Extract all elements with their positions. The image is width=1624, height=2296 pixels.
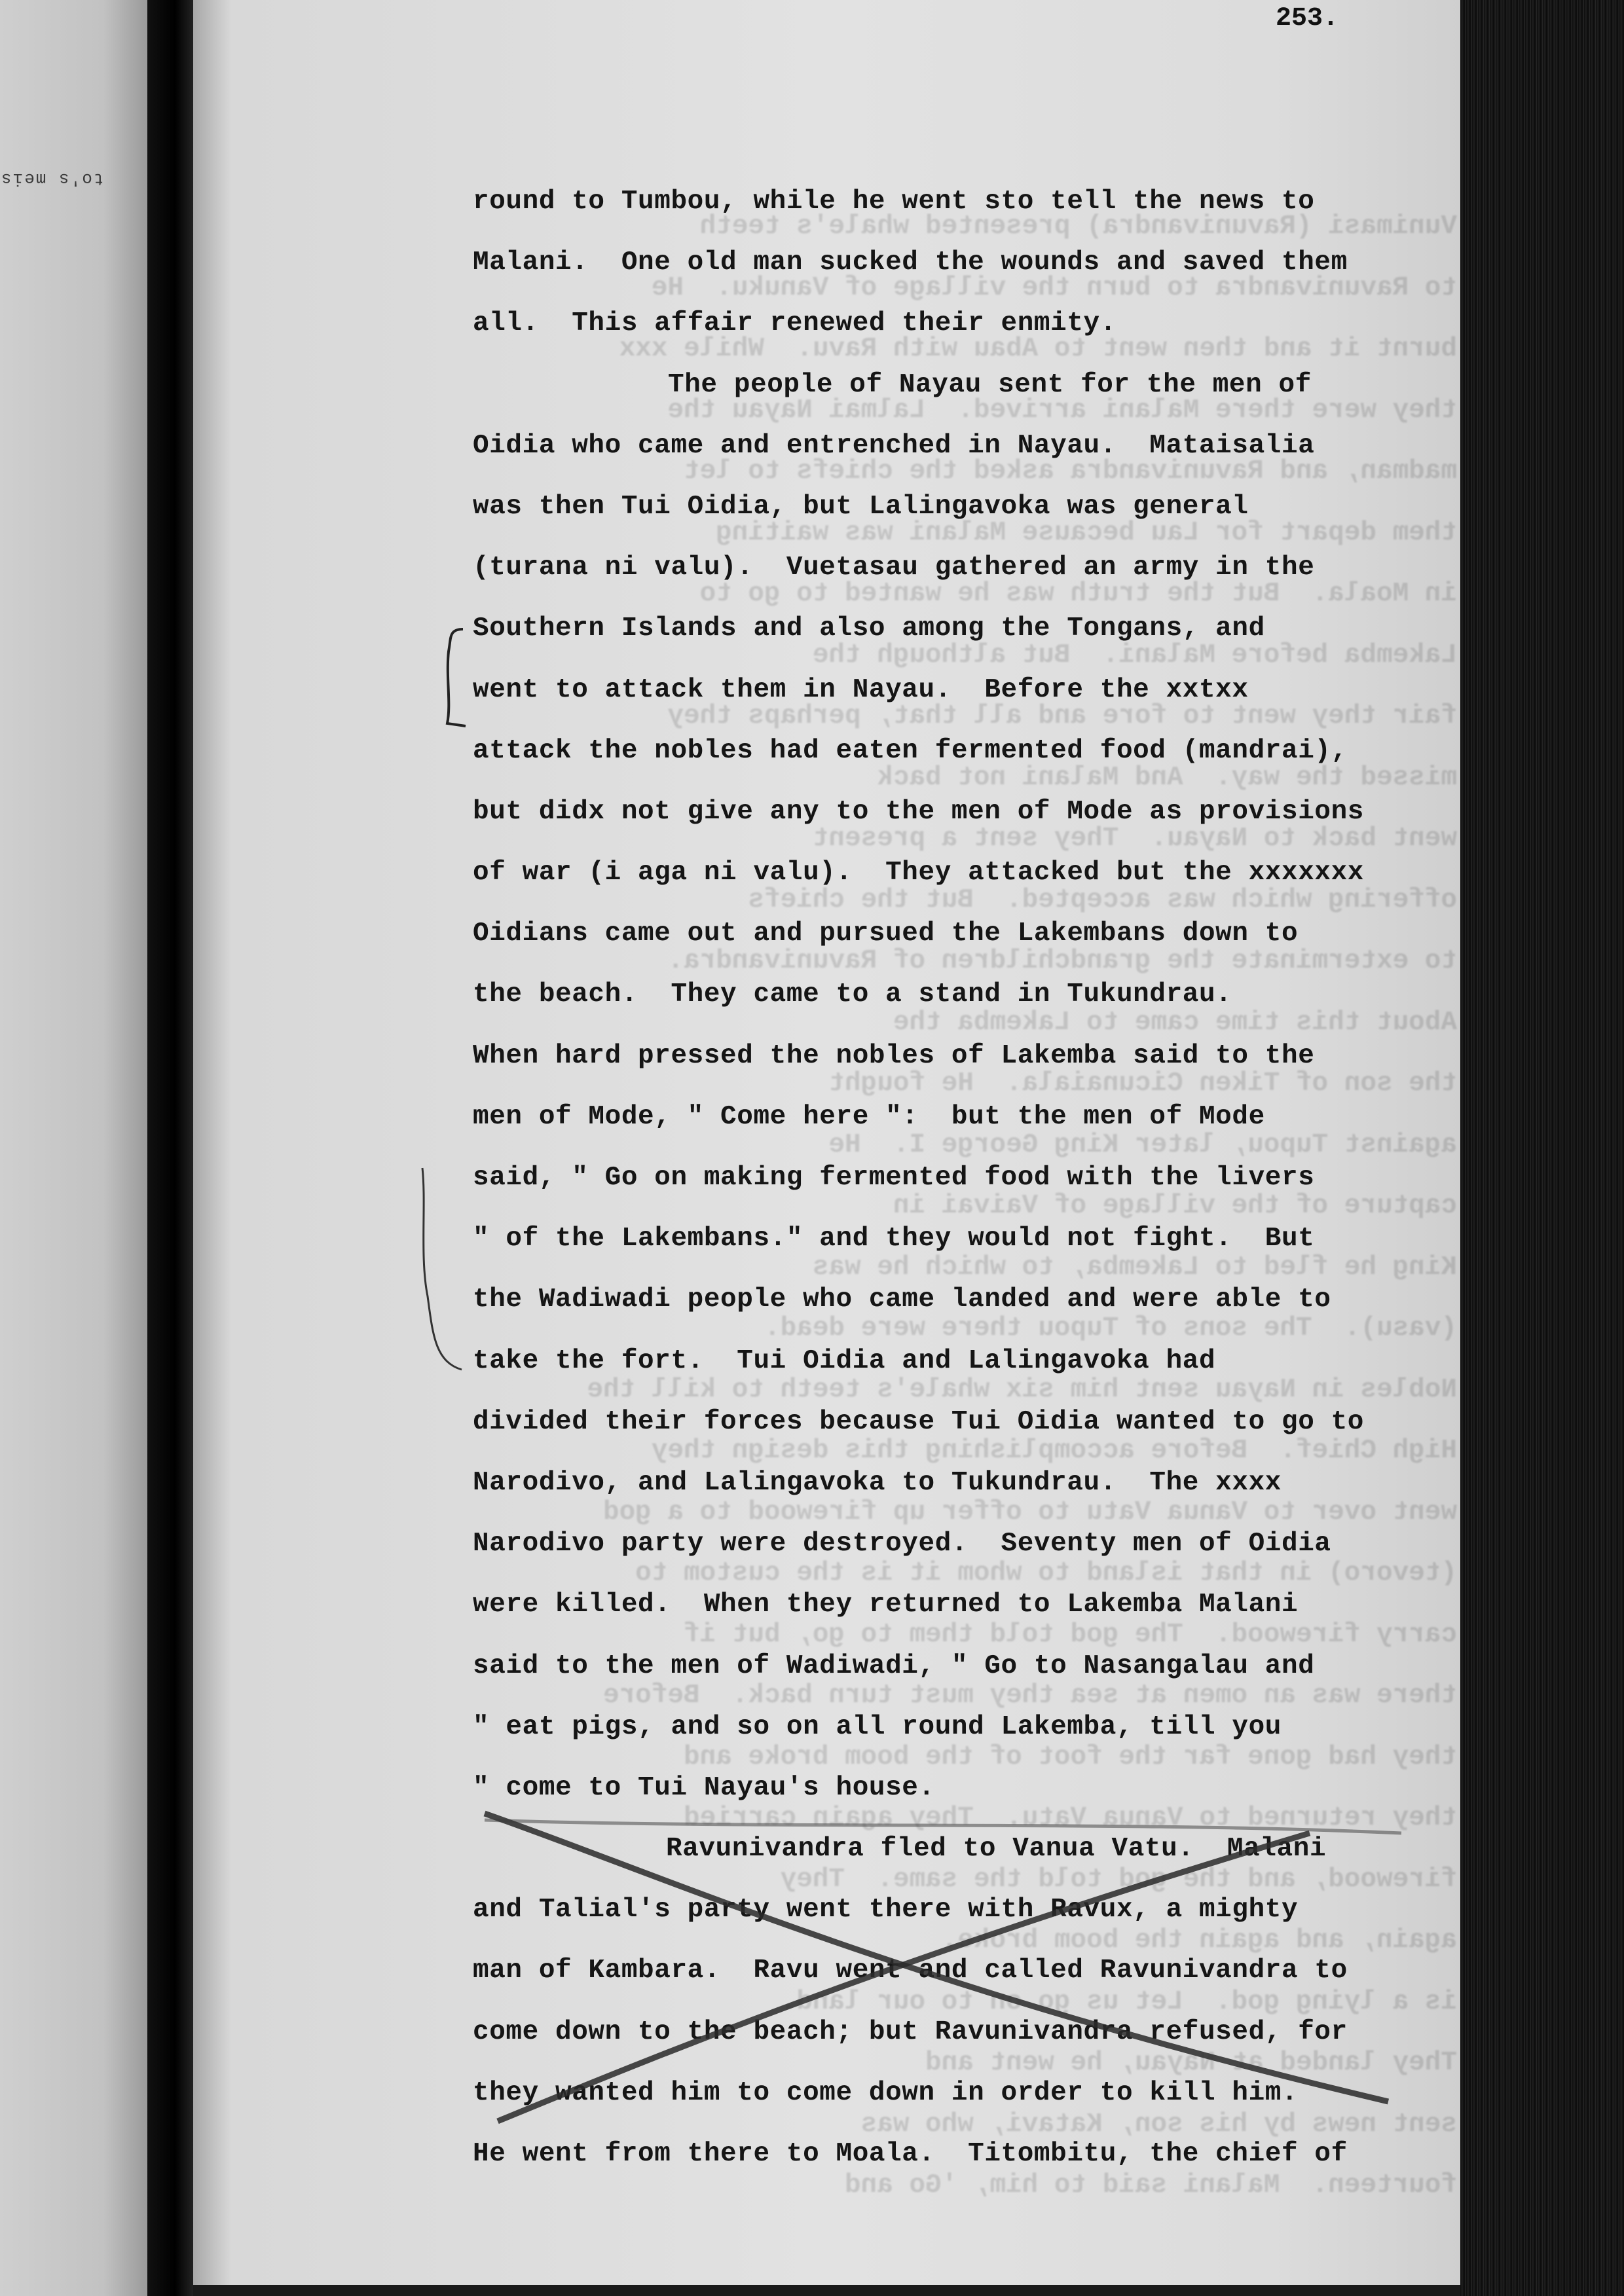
bleed-through-line: them depart for Lau because Malani was waiting: [716, 517, 1457, 548]
bleed-through-line: is a lying god. Let us go on to our land.: [780, 1986, 1457, 2017]
bleed-through-line: missed the way. And Malani not back: [877, 762, 1457, 793]
bleed-through-line: again, and again the boom broke.: [941, 1925, 1457, 1956]
text-line: said, " Go on making fermented food with the livers: [473, 1163, 1315, 1193]
text-line: man of Kambara. Ravu went and called Ravunivandra to: [473, 1956, 1348, 1986]
bleed-through-line: carry firewood. The god told them to go, but if: [684, 1619, 1457, 1650]
text-line: but didx not give any to the men of Mode as provisions: [473, 796, 1365, 827]
bleed-through-line: About this time came to Lakemba the: [893, 1007, 1457, 1038]
text-line: went to attack them in Nayau. Before the xxtxx: [473, 674, 1249, 705]
text-line: was then Tui Oidia, but Lalingavoka was general: [473, 491, 1249, 522]
text-line: said to the men of Wadiwadi, " Go to Nasangalau and: [473, 1650, 1315, 1681]
text-line: When hard pressed the nobles of Lakemba said to the: [473, 1040, 1315, 1071]
text-line: the beach. They came to a stand in Tukundrau.: [473, 979, 1232, 1010]
text-line: were killed. When they returned to Lakemba Malani: [473, 1590, 1299, 1620]
text-line: He went from there to Moala. Titombitu, the chief of: [473, 2139, 1348, 2169]
cross-out-mark: [458, 1794, 1414, 2134]
bleed-through-line: to Ravunivandra to burn the village of Vanuku. He: [651, 272, 1457, 303]
text-line: Oidians came out and pursued the Lakembans down to: [473, 919, 1299, 949]
bleed-through-line: against Tupou, later King George I. He: [828, 1129, 1457, 1160]
bleed-through-line: went over to Vanua Vatu to offer up firewood to a god: [602, 1497, 1457, 1527]
bleed-through-line: offering which was accepted. But the chiefs: [748, 884, 1457, 915]
margin-bracket-mark: [416, 1165, 468, 1375]
text-line: Malani. One old man sucked the wounds and saved them: [473, 247, 1348, 278]
text-line: they wanted him to come down in order to kill him.: [473, 2077, 1299, 2108]
bleed-through-line: Nobles in Nayau sent him six whale's teeth to kill the: [587, 1374, 1457, 1405]
page-stack-edge: [1460, 0, 1624, 2296]
bleed-through-line: capture of the village of Vaivai in: [893, 1191, 1457, 1221]
text-line: " eat pigs, and so on all round Lakemba, till you: [473, 1711, 1282, 1742]
bleed-through-line: Vunimasi (Ravunivandra) presented whale's teeth: [699, 211, 1457, 242]
bleed-through-line: went back to Nayau. They sent a present: [812, 824, 1457, 854]
text-line: Ravunivandra fled to Vanua Vatu. Malani: [666, 1834, 1327, 1865]
margin-bracket-mark: [429, 625, 468, 730]
text-line: " come to Tui Nayau's house.: [473, 1772, 935, 1803]
text-line: Southern Islands and also among the Tongans, and: [473, 613, 1265, 644]
bleed-through-line: firewood, and the god told the same. They: [780, 1864, 1457, 1895]
bleed-through-line: High Chief. Before accomplishing this design they: [651, 1436, 1457, 1466]
bleed-through-line: madman, and Ravunivandra asked the chiefs to let: [684, 456, 1457, 486]
bleed-through-line: Lakemba before Malani. But although the: [812, 640, 1457, 670]
bleed-through-line: they were there Malani arrived. Lalmai Nayau the: [667, 395, 1457, 426]
text-line: come down to the beach; but Ravunivandra refused, for: [473, 2016, 1348, 2047]
text-line: The people of Nayau sent for the men of: [668, 369, 1312, 400]
bleed-through-line: they returned to Vanua Vatu. They again carried: [684, 1803, 1457, 1833]
bleed-through-line: they had gone far the foot of the boom broke and: [684, 1741, 1457, 1772]
bleed-through-line: fair they went to fore and all that, perhaps they: [667, 701, 1457, 731]
bleed-through-line: (tevoro) in that island to whom it is the custom to: [635, 1558, 1457, 1588]
left-page-edge-text: to's meis: [0, 169, 104, 189]
book-gutter: [147, 0, 193, 2296]
page-number: 253.: [1276, 4, 1339, 33]
text-line: " of the Lakembans." and they would not fight. But: [473, 1224, 1315, 1254]
bleed-through-line: burnt it and then went to Abau with Ravu. While xxx: [619, 334, 1457, 364]
text-line: attack the nobles had eaten fermented food (mandrai),: [473, 735, 1348, 766]
bleed-through-line: (vasu). The sons of Tupou there were dead.: [764, 1313, 1457, 1343]
text-line: Narodivo, and Lalingavoka to Tukundrau. The xxxx: [473, 1467, 1282, 1498]
text-line: the Wadiwadi people who came landed and were able to: [473, 1285, 1331, 1315]
text-line: and Talial's party went there with Ravux, a mighty: [473, 1895, 1299, 1925]
text-line: of war (i aga ni valu). They attacked but the xxxxxxx: [473, 858, 1365, 888]
text-line: Oidia who came and entrenched in Nayau. Mataisalia: [473, 430, 1315, 461]
bleed-through-line: sent news by his son, Katavi, who was: [860, 2109, 1457, 2140]
text-line: Narodivo party were destroyed. Seventy men of Oidia: [473, 1529, 1331, 1559]
bleed-through-line: They landed at Nayau, he went and: [925, 2048, 1457, 2078]
text-line: divided their forces because Tui Oidia wanted to go to: [473, 1406, 1365, 1437]
bleed-through-line: to exterminate the grandchildren of Ravunivandra.: [667, 946, 1457, 976]
bleed-through-line: King he fled to Lakemba, to which he was: [812, 1252, 1457, 1283]
text-line: men of Mode, " Come here ": but the men of Mode: [473, 1101, 1265, 1132]
left-facing-page: [0, 0, 147, 2296]
bleed-through-line: fourteen. Malani said to him, 'Go and: [845, 2170, 1457, 2200]
text-line: round to Tumbou, while he went sto tell the news to: [473, 187, 1315, 217]
text-line: (turana ni valu). Vuetasau gathered an army in the: [473, 553, 1315, 583]
text-line: all. This affair renewed their enmity.: [473, 308, 1116, 339]
text-line: take the fort. Tui Oidia and Lalingavoka had: [473, 1345, 1216, 1376]
bleed-through-line: the son of Tiken Cicunaiala. He fought: [828, 1068, 1457, 1099]
bleed-through-line: there was an omen at sea they must turn back. Before: [602, 1681, 1457, 1711]
bleed-through-line: in Moala. But the truth was he wanted to go to: [699, 579, 1457, 609]
